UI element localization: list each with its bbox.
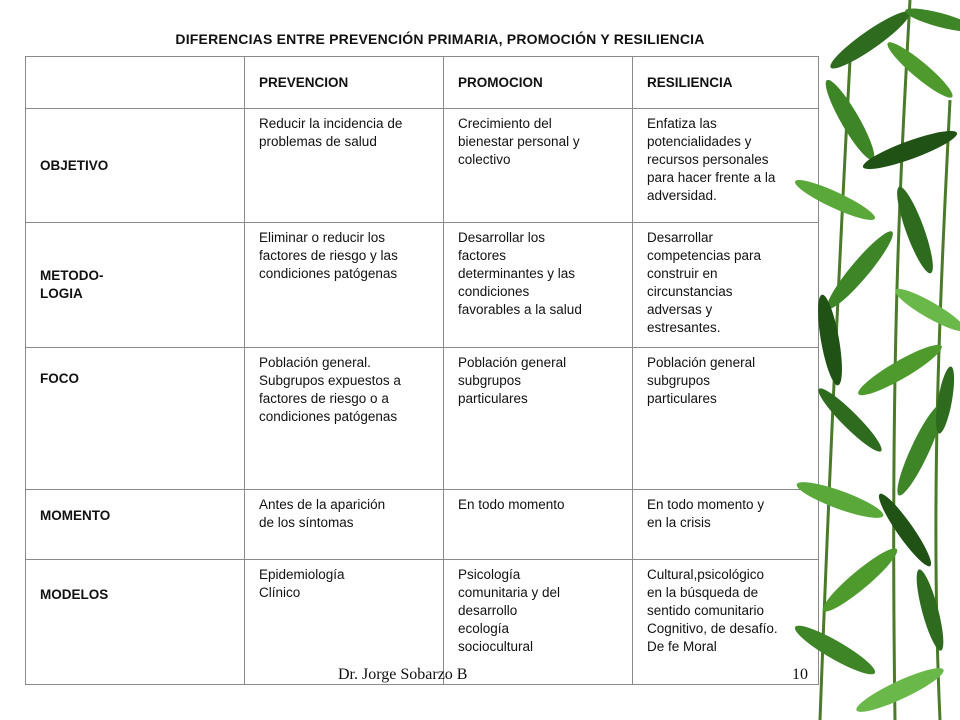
row-label-momento: MOMENTO (26, 490, 245, 560)
row-label-modelos: MODELOS (26, 560, 245, 685)
table-row (26, 348, 819, 490)
table-row (26, 109, 819, 223)
cell-momento-prevencion: Antes de la aparición de los síntomas (245, 490, 444, 560)
header-cell-prevencion: PREVENCION (245, 57, 444, 109)
cell-modelos-resiliencia: Cultural,psicológico en la búsqueda de sentido comunitario Cognitivo, de desafío. De fe Moral (633, 560, 819, 685)
header-cell-empty (26, 57, 245, 109)
bamboo-leaves (791, 4, 960, 719)
cell-objetivo-promocion: Crecimiento del bienestar personal y colectivo (444, 109, 633, 223)
cell-modelos-prevencion: Epidemiología Clínico (245, 560, 444, 685)
footer-page-number: 10 (792, 666, 808, 683)
cell-metodologia-promocion: Desarrollar los factores determinantes y las condiciones favorables a la salud (444, 223, 633, 348)
bamboo-leaves-decoration (790, 0, 960, 720)
cell-foco-promocion: Población general subgrupos particulares (444, 348, 633, 490)
cell-metodologia-resiliencia: Desarrollar competencias para construir en circunstancias adversas y estresantes. (633, 223, 819, 348)
header-cell-promocion: PROMOCION (444, 57, 633, 109)
cell-objetivo-resiliencia: Enfatiza las potencialidades y recursos personales para hacer frente a la adversidad. (633, 109, 819, 223)
comparison-table (25, 56, 819, 685)
cell-momento-promocion: En todo momento (444, 490, 633, 560)
footer-author: Dr. Jorge Sobarzo B (338, 666, 468, 683)
cell-foco-resiliencia: Población general subgrupos particulares (633, 348, 819, 490)
table-row (26, 490, 819, 560)
cell-foco-prevencion: Población general. Subgrupos expuestos a factores de riesgo o a condiciones patógenas (245, 348, 444, 490)
cell-momento-resiliencia: En todo momento y en la crisis (633, 490, 819, 560)
header-cell-resiliencia: RESILIENCIA (633, 57, 819, 109)
row-label-foco: FOCO (26, 348, 245, 490)
table-header-row (26, 57, 819, 109)
table-row (26, 223, 819, 348)
cell-objetivo-prevencion: Reducir la incidencia de problemas de salud (245, 109, 444, 223)
row-label-objetivo: OBJETIVO (26, 109, 245, 223)
slide-footer (338, 666, 818, 688)
cell-metodologia-prevencion: Eliminar o reducir los factores de riesgo y las condiciones patógenas (245, 223, 444, 348)
slide-title: DIFERENCIAS ENTRE PREVENCIÓN PRIMARIA, PROMOCIÓN Y RESILIENCIA (175, 31, 705, 47)
cell-modelos-promocion: Psicología comunitaria y del desarrollo ecología sociocultural (444, 560, 633, 685)
row-label-metodologia: METODO- LOGIA (26, 223, 245, 348)
